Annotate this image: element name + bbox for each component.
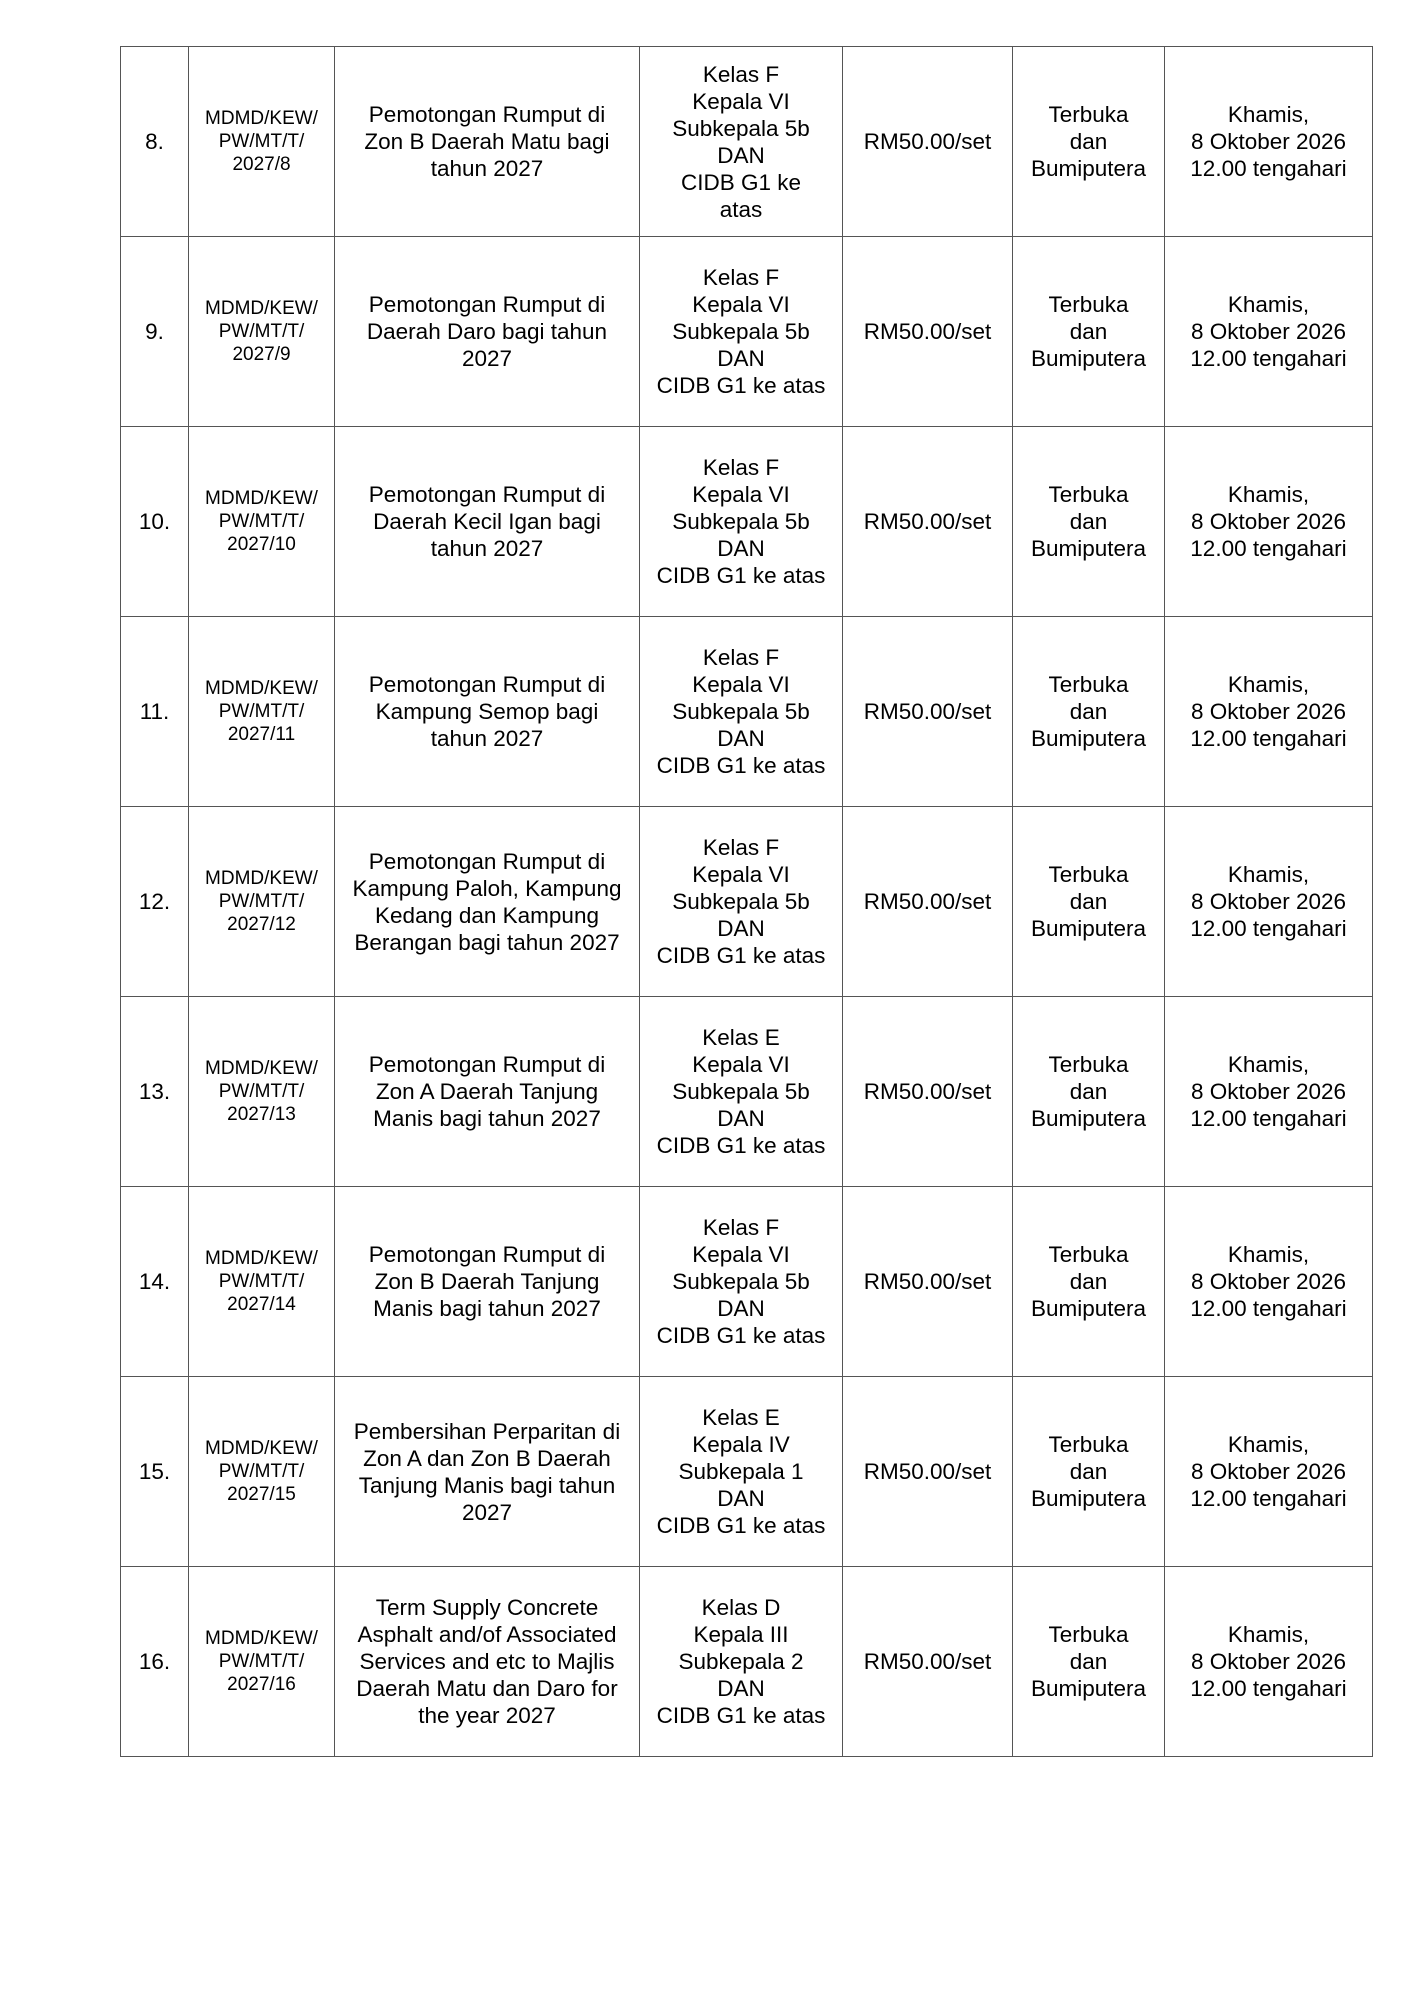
status-line: dan xyxy=(1069,889,1108,914)
status-cell xyxy=(1013,1567,1165,1757)
reference-line: 2027/11 xyxy=(227,724,296,745)
class-line: Subkepala 5b xyxy=(672,1269,810,1294)
reference-line: 2027/15 xyxy=(227,1484,296,1505)
status-cell xyxy=(1013,1187,1165,1377)
reference-line: 2027/8 xyxy=(232,154,291,175)
reference-line: MDMD/KEW/ xyxy=(205,1438,318,1459)
title-cell xyxy=(335,1567,640,1757)
tender-table xyxy=(120,46,1373,1757)
status-cell xyxy=(1013,47,1165,237)
class-line: Kelas F xyxy=(702,645,780,670)
title-line: Asphalt and/of Associated xyxy=(357,1622,617,1647)
title-line: Manis bagi tahun 2027 xyxy=(373,1296,601,1321)
reference-cell xyxy=(189,1187,335,1377)
item-number-cell xyxy=(121,617,189,807)
class-line: Kepala VI xyxy=(692,862,790,887)
title-line: tahun 2027 xyxy=(430,536,544,561)
closing-line: Khamis, xyxy=(1227,672,1310,697)
class-line: Kepala VI xyxy=(692,482,790,507)
title-cell xyxy=(335,427,640,617)
class-line: DAN xyxy=(717,1676,765,1701)
class-line: CIDB G1 ke atas xyxy=(656,943,826,968)
reference-cell xyxy=(189,1377,335,1567)
closing-line: 8 Oktober 2026 xyxy=(1190,1079,1347,1104)
closing-line: Khamis, xyxy=(1227,102,1310,127)
status-line: dan xyxy=(1069,129,1108,154)
item-number: 12. xyxy=(138,889,171,914)
reference-line: 2027/9 xyxy=(232,344,291,365)
title-line: 2027 xyxy=(461,346,513,371)
table-row xyxy=(121,47,1373,237)
table-row xyxy=(121,1377,1373,1567)
status-line: Bumiputera xyxy=(1030,1106,1147,1131)
closing-line: 8 Oktober 2026 xyxy=(1190,1649,1347,1674)
status-line: Bumiputera xyxy=(1030,1676,1147,1701)
item-number: 10. xyxy=(138,509,171,534)
status-line: Bumiputera xyxy=(1030,916,1147,941)
class-line: Subkepala 5b xyxy=(672,509,810,534)
title-line: Berangan bagi tahun 2027 xyxy=(354,929,620,955)
class-cell xyxy=(640,1567,843,1757)
title-line: Pemotongan Rumput di xyxy=(368,102,606,127)
price-cell xyxy=(843,1567,1013,1757)
reference-line: PW/MT/T/ xyxy=(218,321,305,342)
title-line: Kampung Paloh, Kampung xyxy=(352,875,622,901)
title-line: Pemotongan Rumput di xyxy=(368,292,606,317)
class-cell xyxy=(640,427,843,617)
reference-line: PW/MT/T/ xyxy=(218,1461,305,1482)
status-cell xyxy=(1013,237,1165,427)
item-number-cell xyxy=(121,1377,189,1567)
class-line: DAN xyxy=(717,536,765,561)
closing-line: 12.00 tengahari xyxy=(1190,916,1347,941)
status-cell xyxy=(1013,807,1165,997)
class-line: Kelas F xyxy=(702,265,780,290)
class-line: Subkepala 5b xyxy=(672,699,810,724)
closing-cell xyxy=(1165,617,1373,807)
status-line: Terbuka xyxy=(1048,1242,1129,1267)
class-line: atas xyxy=(719,196,763,222)
status-line: Terbuka xyxy=(1048,1622,1129,1647)
class-line: CIDB G1 ke atas xyxy=(656,1703,826,1728)
status-line: Bumiputera xyxy=(1030,726,1147,751)
title-cell xyxy=(335,807,640,997)
class-line: Subkepala 2 xyxy=(678,1649,804,1674)
status-line: Terbuka xyxy=(1048,482,1129,507)
reference-line: PW/MT/T/ xyxy=(218,1651,305,1672)
class-line: Kepala VI xyxy=(692,88,790,114)
class-line: Kelas F xyxy=(702,1215,780,1240)
title-line: the year 2027 xyxy=(418,1703,556,1728)
class-line: Subkepala 1 xyxy=(678,1459,804,1484)
reference-line: 2027/16 xyxy=(227,1674,296,1695)
item-number-cell xyxy=(121,427,189,617)
closing-line: Khamis, xyxy=(1227,1242,1310,1267)
closing-line: 12.00 tengahari xyxy=(1190,1106,1347,1131)
class-line: Subkepala 5b xyxy=(672,889,810,914)
status-line: Terbuka xyxy=(1048,1052,1129,1077)
closing-line: 8 Oktober 2026 xyxy=(1190,1269,1347,1294)
class-line: Kepala VI xyxy=(692,1242,790,1267)
title-line: Daerah Matu dan Daro for xyxy=(356,1676,618,1701)
reference-line: MDMD/KEW/ xyxy=(205,1248,318,1269)
table-row xyxy=(121,807,1373,997)
title-line: Zon B Daerah Tanjung xyxy=(374,1269,600,1294)
title-line: Term Supply Concrete xyxy=(375,1595,599,1620)
closing-line: 8 Oktober 2026 xyxy=(1190,129,1347,154)
item-number: 16. xyxy=(138,1649,171,1674)
closing-line: Khamis, xyxy=(1227,1052,1310,1077)
title-line: Pemotongan Rumput di xyxy=(368,1242,606,1267)
title-line: Pemotongan Rumput di xyxy=(368,482,606,507)
status-line: Terbuka xyxy=(1048,102,1129,127)
closing-cell xyxy=(1165,1567,1373,1757)
price-cell xyxy=(843,47,1013,237)
table-row xyxy=(121,237,1373,427)
item-number: 11. xyxy=(139,699,170,724)
reference-line: PW/MT/T/ xyxy=(218,1081,305,1102)
closing-line: 12.00 tengahari xyxy=(1190,156,1347,181)
reference-line: MDMD/KEW/ xyxy=(205,1628,318,1649)
status-line: Terbuka xyxy=(1048,1432,1129,1457)
class-line: Kelas F xyxy=(702,61,780,87)
class-line: DAN xyxy=(717,1106,765,1131)
reference-cell xyxy=(189,807,335,997)
table-row xyxy=(121,1567,1373,1757)
status-line: Terbuka xyxy=(1048,292,1129,317)
status-line: Bumiputera xyxy=(1030,1486,1147,1511)
class-line: Subkepala 5b xyxy=(672,1079,810,1104)
reference-line: 2027/10 xyxy=(227,534,296,555)
class-cell xyxy=(640,237,843,427)
price: RM50.00/set xyxy=(863,1649,992,1674)
class-line: DAN xyxy=(717,916,765,941)
status-cell xyxy=(1013,997,1165,1187)
reference-line: PW/MT/T/ xyxy=(218,131,305,152)
price: RM50.00/set xyxy=(863,319,992,344)
reference-line: 2027/12 xyxy=(227,914,296,935)
closing-line: 12.00 tengahari xyxy=(1190,1296,1347,1321)
price-cell xyxy=(843,1187,1013,1377)
reference-cell xyxy=(189,427,335,617)
title-line: Daerah Kecil Igan bagi xyxy=(373,509,601,534)
item-number: 8. xyxy=(145,129,164,154)
class-line: Kelas F xyxy=(702,455,780,480)
closing-line: 12.00 tengahari xyxy=(1190,1676,1347,1701)
status-line: dan xyxy=(1069,699,1108,724)
class-line: Kelas E xyxy=(702,1405,780,1430)
closing-line: Khamis, xyxy=(1227,862,1310,887)
closing-line: Khamis, xyxy=(1227,482,1310,507)
class-line: Kepala VI xyxy=(692,1052,790,1077)
title-cell xyxy=(335,1187,640,1377)
reference-line: MDMD/KEW/ xyxy=(205,488,318,509)
class-line: CIDB G1 ke atas xyxy=(656,1513,826,1538)
title-line: tahun 2027 xyxy=(430,726,544,751)
status-line: Terbuka xyxy=(1048,862,1129,887)
closing-line: 8 Oktober 2026 xyxy=(1190,509,1347,534)
item-number-cell xyxy=(121,1187,189,1377)
class-line: CIDB G1 ke atas xyxy=(656,1323,826,1348)
price: RM50.00/set xyxy=(863,1459,992,1484)
status-line: dan xyxy=(1069,509,1108,534)
reference-cell xyxy=(189,47,335,237)
class-line: CIDB G1 ke atas xyxy=(656,373,826,398)
class-cell xyxy=(640,997,843,1187)
item-number: 9. xyxy=(145,319,164,344)
class-line: DAN xyxy=(717,346,765,371)
class-line: Kelas E xyxy=(702,1025,780,1050)
closing-cell xyxy=(1165,1187,1373,1377)
class-cell xyxy=(640,1377,843,1567)
price-cell xyxy=(843,807,1013,997)
status-line: Bumiputera xyxy=(1030,346,1147,371)
reference-line: MDMD/KEW/ xyxy=(205,678,318,699)
title-line: Pembersihan Perparitan di xyxy=(353,1418,621,1444)
status-line: Terbuka xyxy=(1048,672,1129,697)
title-line: Zon B Daerah Matu bagi xyxy=(364,129,610,154)
price-cell xyxy=(843,1377,1013,1567)
reference-cell xyxy=(189,617,335,807)
title-line: Daerah Daro bagi tahun xyxy=(366,319,608,344)
item-number: 13. xyxy=(138,1079,171,1104)
status-line: dan xyxy=(1069,319,1108,344)
closing-line: 12.00 tengahari xyxy=(1190,726,1347,751)
class-line: Kepala VI xyxy=(692,292,790,317)
reference-line: PW/MT/T/ xyxy=(218,1271,305,1292)
table-row xyxy=(121,997,1373,1187)
price: RM50.00/set xyxy=(863,509,992,534)
class-line: CIDB G1 ke atas xyxy=(656,1133,826,1158)
closing-line: 8 Oktober 2026 xyxy=(1190,889,1347,914)
item-number: 14. xyxy=(138,1269,171,1294)
status-line: Bumiputera xyxy=(1030,536,1147,561)
closing-cell xyxy=(1165,997,1373,1187)
price: RM50.00/set xyxy=(863,699,992,724)
status-line: dan xyxy=(1069,1459,1108,1484)
title-line: Pemotongan Rumput di xyxy=(368,672,606,697)
reference-line: PW/MT/T/ xyxy=(218,511,305,532)
class-line: Kelas D xyxy=(701,1595,781,1620)
status-cell xyxy=(1013,427,1165,617)
title-cell xyxy=(335,47,640,237)
class-line: CIDB G1 ke atas xyxy=(656,753,826,778)
title-line: Kedang dan Kampung xyxy=(375,902,599,928)
price: RM50.00/set xyxy=(863,1269,992,1294)
title-line: Manis bagi tahun 2027 xyxy=(373,1106,601,1131)
class-line: DAN xyxy=(717,726,765,751)
closing-line: 12.00 tengahari xyxy=(1190,1486,1347,1511)
reference-line: MDMD/KEW/ xyxy=(205,298,318,319)
closing-cell xyxy=(1165,427,1373,617)
title-line: Tanjung Manis bagi tahun xyxy=(358,1472,616,1498)
reference-line: MDMD/KEW/ xyxy=(205,868,318,889)
reference-cell xyxy=(189,1567,335,1757)
status-cell xyxy=(1013,1377,1165,1567)
status-line: dan xyxy=(1069,1079,1108,1104)
closing-line: 8 Oktober 2026 xyxy=(1190,699,1347,724)
class-line: DAN xyxy=(717,142,765,168)
class-line: CIDB G1 ke atas xyxy=(656,563,826,588)
item-number-cell xyxy=(121,1567,189,1757)
status-cell xyxy=(1013,617,1165,807)
status-line: Bumiputera xyxy=(1030,1296,1147,1321)
reference-line: PW/MT/T/ xyxy=(218,891,305,912)
title-cell xyxy=(335,237,640,427)
item-number-cell xyxy=(121,47,189,237)
price: RM50.00/set xyxy=(863,1079,992,1104)
closing-cell xyxy=(1165,1377,1373,1567)
closing-cell xyxy=(1165,237,1373,427)
title-line: tahun 2027 xyxy=(430,156,544,181)
price: RM50.00/set xyxy=(863,129,992,154)
price: RM50.00/set xyxy=(863,889,992,914)
class-cell xyxy=(640,47,843,237)
closing-line: 8 Oktober 2026 xyxy=(1190,1459,1347,1484)
table-row xyxy=(121,617,1373,807)
item-number-cell xyxy=(121,807,189,997)
class-cell xyxy=(640,617,843,807)
class-line: Kepala IV xyxy=(692,1432,790,1457)
class-line: DAN xyxy=(717,1486,765,1511)
title-line: Services and etc to Majlis xyxy=(359,1649,615,1674)
closing-line: Khamis, xyxy=(1227,1622,1310,1647)
table-row xyxy=(121,427,1373,617)
title-line: Zon A Daerah Tanjung xyxy=(375,1079,599,1104)
status-line: dan xyxy=(1069,1649,1108,1674)
reference-cell xyxy=(189,237,335,427)
class-line: CIDB G1 ke xyxy=(680,169,802,195)
reference-cell xyxy=(189,997,335,1187)
price-cell xyxy=(843,997,1013,1187)
reference-line: MDMD/KEW/ xyxy=(205,108,318,129)
status-line: Bumiputera xyxy=(1030,156,1147,181)
reference-line: 2027/14 xyxy=(227,1294,296,1315)
class-line: Kelas F xyxy=(702,835,780,860)
title-cell xyxy=(335,617,640,807)
item-number-cell xyxy=(121,237,189,427)
price-cell xyxy=(843,617,1013,807)
class-cell xyxy=(640,807,843,997)
title-line: 2027 xyxy=(461,1499,513,1525)
title-line: Pemotongan Rumput di xyxy=(368,1052,606,1077)
title-line: Pemotongan Rumput di xyxy=(368,848,606,874)
closing-line: Khamis, xyxy=(1227,292,1310,317)
class-line: Subkepala 5b xyxy=(672,319,810,344)
class-line: Subkepala 5b xyxy=(672,115,810,141)
title-line: Kampung Semop bagi xyxy=(375,699,599,724)
reference-line: PW/MT/T/ xyxy=(218,701,305,722)
tender-table-body xyxy=(121,47,1373,1757)
reference-line: 2027/13 xyxy=(227,1104,296,1125)
closing-line: Khamis, xyxy=(1227,1432,1310,1457)
class-line: Kepala III xyxy=(693,1622,789,1647)
price-cell xyxy=(843,427,1013,617)
class-cell xyxy=(640,1187,843,1377)
status-line: dan xyxy=(1069,1269,1108,1294)
closing-cell xyxy=(1165,807,1373,997)
class-line: DAN xyxy=(717,1296,765,1321)
item-number-cell xyxy=(121,997,189,1187)
closing-line: 8 Oktober 2026 xyxy=(1190,319,1347,344)
class-line: Kepala VI xyxy=(692,672,790,697)
table-row xyxy=(121,1187,1373,1377)
title-cell xyxy=(335,1377,640,1567)
closing-line: 12.00 tengahari xyxy=(1190,346,1347,371)
title-cell xyxy=(335,997,640,1187)
reference-line: MDMD/KEW/ xyxy=(205,1058,318,1079)
price-cell xyxy=(843,237,1013,427)
item-number: 15. xyxy=(138,1459,171,1484)
closing-cell xyxy=(1165,47,1373,237)
closing-line: 12.00 tengahari xyxy=(1190,536,1347,561)
title-line: Zon A dan Zon B Daerah xyxy=(363,1445,611,1471)
